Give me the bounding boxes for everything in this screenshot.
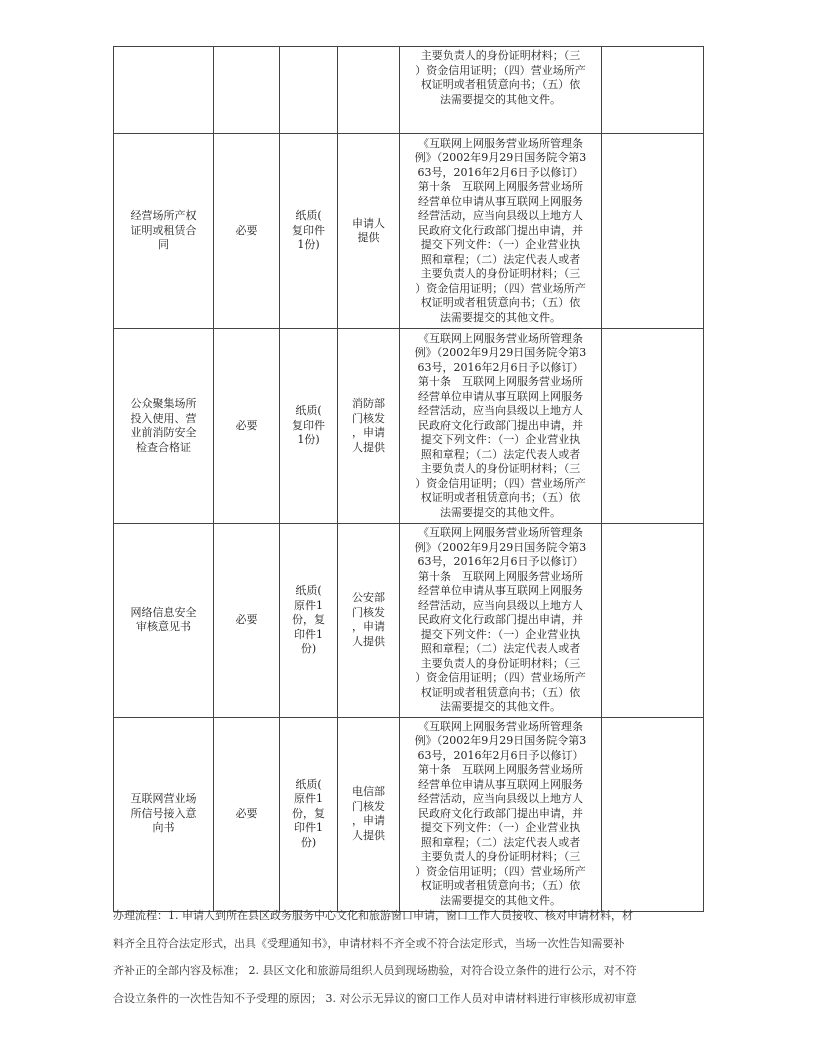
- basis-line: 主要负责人的身份证明材料；（三: [420, 267, 581, 281]
- material-name-line: 审核意见书: [136, 620, 191, 634]
- source-line: 电信部: [352, 785, 385, 798]
- material-name-line: 检查合格证: [136, 440, 191, 454]
- basis-line: 主要负责人的身份证明材料；（三: [420, 850, 581, 864]
- required-cell: 必要: [214, 134, 280, 329]
- source-cell: [338, 47, 400, 134]
- basis-line: 法需要提交的其他文件。: [440, 310, 561, 324]
- basis-line: 例》（2002年9月29日国务院令第3: [414, 540, 587, 554]
- format-line: 份): [300, 835, 317, 849]
- material-name-line: 所信号接入意: [130, 806, 197, 820]
- basis-line: 提交下列文件：（一）企业营业执: [420, 433, 581, 447]
- materials-table: [113, 46, 704, 912]
- process-description: [113, 902, 693, 1012]
- required-cell: 必要: [214, 717, 280, 911]
- material-name-line: 业前消防安全: [130, 426, 197, 439]
- basis-line: ）资金信用证明；（四）营业场所产: [415, 476, 586, 490]
- basis-line: 主要负责人的身份证明材料；（三: [420, 656, 581, 670]
- basis-line: 法需要提交的其他文件。: [440, 92, 561, 106]
- basis-line: 照和章程；（二）法定代表人或者: [420, 642, 581, 655]
- remarks-cell: [602, 717, 704, 911]
- material-name-line: 网络信息安全: [130, 605, 197, 619]
- basis-line: 权证明或者租赁意向书；（五）依: [420, 685, 581, 699]
- legal-basis-cell: [400, 134, 602, 329]
- basis-line: 《互联网上网服务营业场所管理条: [418, 331, 583, 345]
- basis-line: 63号，2016年2月6日予以修订）: [417, 360, 584, 374]
- format-line: 纸质(: [295, 209, 322, 223]
- source-line: ，申请: [352, 620, 385, 634]
- format-line: 1份): [297, 433, 320, 447]
- basis-line: 第十条 互联网上网服务营业场所: [418, 180, 583, 194]
- basis-line: 照和章程；（二）法定代表人或者: [420, 252, 581, 266]
- basis-line: 提交下列文件：（一）企业营业执: [420, 821, 581, 835]
- remarks-cell: [602, 524, 704, 718]
- process-line: 齐补正的全部内容及标准； 2. 县区文化和旅游局组织人员到现场勘验，对符合设立条件的进行公示，对不符: [113, 964, 637, 977]
- process-line: 办理流程：1. 申请人到所在县区政务服务中心文化和旅游窗口申请，窗口工作人员接收、核对申请材料，材: [113, 909, 633, 922]
- table-row: [114, 47, 704, 134]
- required-cell: 必要: [214, 524, 280, 718]
- basis-line: 法需要提交的其他文件。: [440, 505, 561, 519]
- table-row: [114, 717, 704, 911]
- format-cell: [280, 717, 338, 911]
- basis-line: 经营单位申请从事互联网上网服务: [418, 584, 583, 597]
- format-line: 1份): [297, 238, 320, 252]
- source-line: 人提供: [352, 828, 385, 842]
- source-line: 申请人: [352, 216, 385, 230]
- format-cell: [280, 524, 338, 718]
- material-name-line: 投入使用、营: [130, 411, 197, 425]
- source-line: ，申请: [352, 814, 385, 827]
- basis-line: 民政府文化行政部门提出申请，并: [418, 418, 583, 432]
- format-line: 原件1: [294, 792, 323, 806]
- basis-line: 民政府文化行政部门提出申请，并: [418, 223, 583, 237]
- remarks-cell: [602, 47, 704, 134]
- format-line: 份，复: [292, 806, 325, 820]
- format-cell: [280, 134, 338, 329]
- basis-line: 《互联网上网服务营业场所管理条: [418, 526, 583, 539]
- material-name-cell: [114, 329, 214, 524]
- basis-line: 经营活动，应当向县级以上地方人: [418, 598, 583, 612]
- material-name-line: 经营场所产权: [130, 209, 197, 223]
- legal-basis-cell: [400, 717, 602, 911]
- basis-line: ）资金信用证明；（四）营业场所产: [415, 864, 586, 878]
- basis-line: 经营活动，应当向县级以上地方人: [418, 209, 583, 223]
- legal-basis-cell: [400, 524, 602, 718]
- required-cell: 必要: [214, 329, 280, 524]
- basis-line: 《互联网上网服务营业场所管理条: [418, 719, 583, 733]
- format-line: 印件1: [294, 821, 323, 835]
- basis-line: ）资金信用证明；（四）营业场所产: [415, 281, 586, 295]
- format-cell: [280, 47, 338, 134]
- legal-basis-cell: [400, 47, 602, 134]
- basis-line: 经营活动，应当向县级以上地方人: [418, 404, 583, 418]
- material-name-cell: [114, 524, 214, 718]
- format-cell: [280, 329, 338, 524]
- source-line: 人提供: [352, 634, 385, 648]
- basis-line: 63号，2016年2月6日予以修订）: [417, 555, 584, 568]
- basis-line: 《互联网上网服务营业场所管理条: [418, 136, 583, 150]
- basis-line: 第十条 互联网上网服务营业场所: [418, 763, 583, 777]
- table-row: [114, 524, 704, 718]
- remarks-cell: [602, 134, 704, 329]
- basis-line: 经营单位申请从事互联网上网服务: [418, 777, 583, 791]
- format-line: 份，复: [292, 613, 325, 626]
- format-line: 原件1: [294, 598, 323, 612]
- basis-line: ）资金信用证明；（四）营业场所产: [415, 671, 586, 684]
- process-line: 合设立条件的一次性告知不予受理的原因； 3. 对公示无异议的窗口工作人员对申请材料进行审核形成初审意: [113, 991, 637, 1005]
- process-line: 料齐全且符合法定形式，出具《受理通知书》，申请材料不齐全或不符合法定形式，当场一次性告知需要补: [113, 936, 625, 950]
- required-cell: [214, 47, 280, 134]
- material-name-cell: [114, 47, 214, 134]
- source-line: 门核发: [352, 799, 385, 813]
- source-line: 提供: [357, 231, 380, 244]
- basis-line: 第十条 互联网上网服务营业场所: [418, 375, 583, 389]
- basis-line: 经营单位申请从事互联网上网服务: [418, 389, 583, 403]
- legal-basis-cell: [400, 329, 602, 524]
- source-line: 消防部: [352, 397, 385, 410]
- basis-line: 主要负责人的身份证明材料；（三: [420, 49, 581, 62]
- basis-line: 民政府文化行政部门提出申请，并: [418, 806, 583, 820]
- source-line: ，申请: [352, 426, 385, 439]
- source-line: 门核发: [352, 411, 385, 425]
- format-line: 复印件: [292, 223, 325, 237]
- material-name-line: 向书: [152, 821, 175, 835]
- format-line: 份): [300, 642, 317, 655]
- basis-line: 第十条 互联网上网服务营业场所: [418, 569, 583, 583]
- source-cell: [338, 134, 400, 329]
- basis-line: 经营活动，应当向县级以上地方人: [418, 792, 583, 806]
- material-name-cell: [114, 717, 214, 911]
- basis-line: 权证明或者租赁意向书；（五）依: [420, 491, 581, 505]
- basis-line: 法需要提交的其他文件。: [440, 893, 561, 907]
- basis-line: 经营单位申请从事互联网上网服务: [418, 194, 583, 208]
- basis-line: 提交下列文件：（一）企业营业执: [420, 627, 581, 641]
- material-name-line: 公众聚集场所: [130, 397, 197, 410]
- basis-line: 例》（2002年9月29日国务院令第3: [414, 346, 587, 360]
- basis-line: 照和章程；（二）法定代表人或者: [420, 447, 581, 461]
- format-line: 纸质(: [295, 584, 322, 597]
- format-line: 复印件: [292, 418, 325, 432]
- basis-line: 提交下列文件：（一）企业营业执: [420, 238, 581, 252]
- basis-line: 民政府文化行政部门提出申请，并: [418, 613, 583, 626]
- basis-line: ）资金信用证明；（四）营业场所产: [415, 63, 586, 77]
- format-line: 纸质(: [295, 777, 322, 791]
- material-name-line: 证明或租赁合: [130, 223, 197, 237]
- basis-line: 例》（2002年9月29日国务院令第3: [414, 734, 587, 748]
- source-cell: [338, 524, 400, 718]
- basis-line: 例》（2002年9月29日国务院令第3: [414, 151, 587, 165]
- source-cell: [338, 329, 400, 524]
- table-row: [114, 329, 704, 524]
- table-row: [114, 134, 704, 329]
- source-cell: [338, 717, 400, 911]
- format-line: 纸质(: [295, 404, 322, 418]
- basis-line: 权证明或者租赁意向书；（五）依: [420, 296, 581, 310]
- basis-line: 照和章程；（二）法定代表人或者: [420, 835, 581, 849]
- remarks-cell: [602, 329, 704, 524]
- format-line: 印件1: [294, 627, 323, 641]
- material-name-line: 同: [158, 238, 169, 252]
- basis-line: 权证明或者租赁意向书；（五）依: [420, 78, 581, 91]
- source-line: 门核发: [352, 605, 385, 619]
- basis-line: 63号，2016年2月6日予以修订）: [417, 165, 584, 179]
- basis-line: 主要负责人的身份证明材料；（三: [420, 462, 581, 476]
- source-line: 人提供: [352, 440, 385, 454]
- material-name-line: 互联网营业场: [130, 792, 197, 806]
- basis-line: 法需要提交的其他文件。: [440, 700, 561, 713]
- basis-line: 63号，2016年2月6日予以修订）: [417, 748, 584, 762]
- basis-line: 权证明或者租赁意向书；（五）依: [420, 879, 581, 893]
- material-name-cell: [114, 134, 214, 329]
- source-line: 公安部: [352, 591, 385, 605]
